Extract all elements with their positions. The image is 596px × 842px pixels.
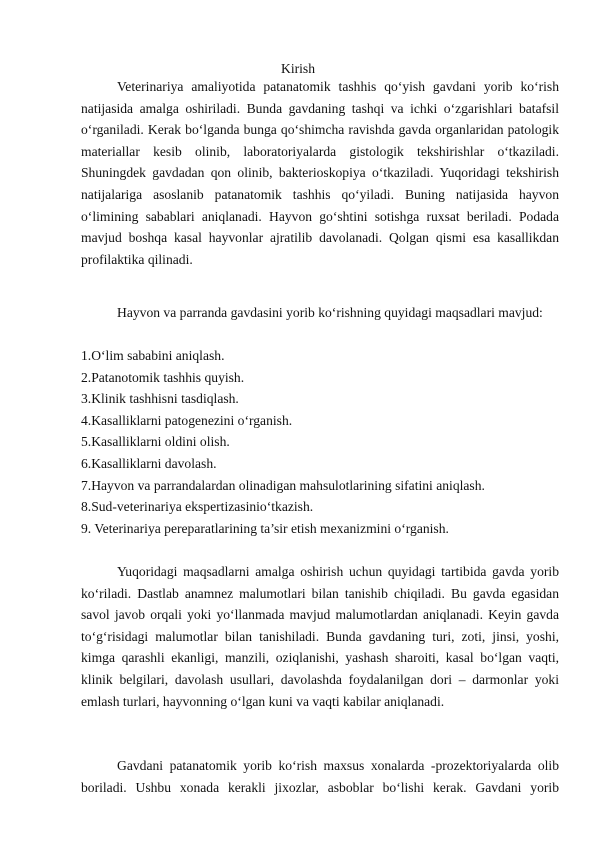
list-item: 7.Hayvon va parrandalardan olinadigan mahsulotlarining sifatini aniqlash. <box>81 477 485 493</box>
list-item: 6.Kasalliklarni davolash. <box>81 455 217 471</box>
goals-list <box>81 345 559 539</box>
list-item: 8.Sud-veterinariya ekspertizasinio‘tkazish. <box>81 499 314 515</box>
list-item: 4.Kasalliklarni patogenezini o‘rganish. <box>81 412 293 428</box>
page-title: Kirish <box>281 61 315 76</box>
list-item: 1.O‘lim sababini aniqlash. <box>81 348 225 363</box>
list-item: 5.Kasalliklarni oldini olish. <box>81 434 230 450</box>
goals-intro-paragraph: Hayvon va parranda gavdasini yorib ko‘rishning quyidagi maqsadlari mavjud: <box>117 305 543 320</box>
list-item: 9. Veterinariya pereparatlarining ta’sir etish mexanizmini o‘rganish. <box>81 520 449 536</box>
intro-paragraph: Veterinariya amaliyotida patanatomik tashhis qo‘yish gavdani yorib ko‘rish natijasida amalga oshiriladi. Bunda gavdaning tashqi va ichki o‘zgarishlari batafsil o‘rganiladi. Kerak bo‘lganda bunga qo‘shimcha ravishda gavda organlaridan patologik materiallar kesib olinib, laboratoriyalarda gistologik tekshirishlar o‘tkaziladi. Shuningdek gavdadan qon olinib, bakterioskopiya o‘tkaziladi. Yuqoridagi tekshirish natijalariga asoslanib patanatomik tashhis qo‘yiladi. Buning natijasida hayvon o‘limining sabablari aniqlanadi. Hayvon go‘shtini sotishga ruxsat beriladi. Podada mavjud boshqa kasal hayvonlar ajratilib davolanadi. Qolgan qismi esa kasallikdan profilaktika qilinadi. <box>81 79 559 267</box>
list-item: 3.Klinik tashhisni tasdiqlash. <box>81 391 239 407</box>
list-item: 2.Patanotomik tashhis quyish. <box>81 369 245 385</box>
procedure-paragraph: Yuqoridagi maqsadlarni amalga oshirish uchun quyidagi tartibida gavda yorib ko‘riladi. Dastlab anamnez malumotlari bilan tanishib chiqiladi. Bu gavda egasidan savol javob orqali yoki yo‘llanmada mavjud malumotlardan aniqlanadi. Keyin gavda to‘g‘risidagi malumotlar bilan tanishiladi. Bunda gavdaning turi, zoti, jinsi, yoshi, kimga qarashli ekanligi, manzili, oziqlanishi, yashash sharoiti, kasal bo‘lgan vaqti, klinik belgilari, davolash usullari, davolashda foydalanilgan dori – darmonlar yoki emlash turlari, hayvonning o‘lgan kuni va vaqti kabilar aniqlanadi. <box>81 564 559 709</box>
prosectorium-paragraph: Gavdani patanatomik yorib ko‘rish maxsus xonalarda -prozektoriyalarda olib boriladi. Ushbu xonada kerakli jixozlar, asboblar bo‘lishi kerak. Gavdani yorib <box>81 758 559 795</box>
